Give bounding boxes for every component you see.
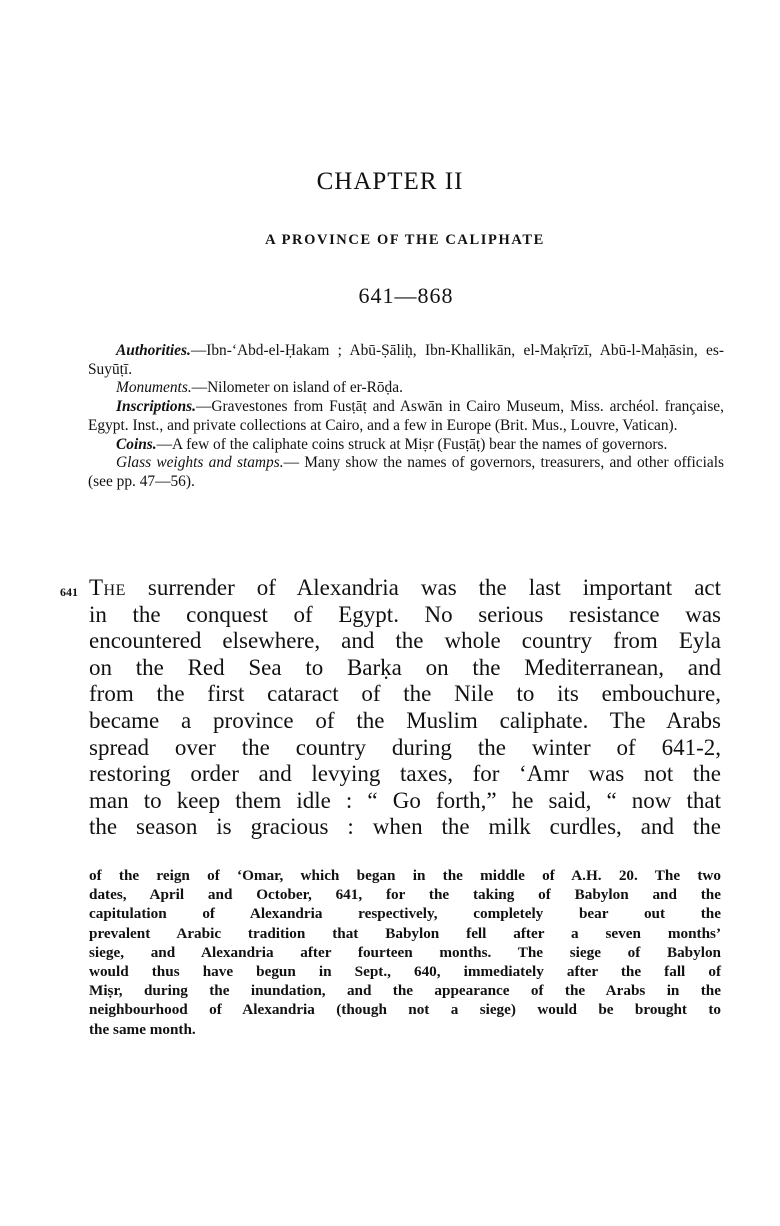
body-line: restoring order and levying taxes, for ‘Amr was not the	[89, 761, 721, 787]
body-line: became a province of the Muslim caliphate. The Arabs	[89, 707, 721, 733]
authorities-block	[88, 342, 724, 492]
body-line: man to keep them idle : “ Go forth,” he said, “ now that	[89, 787, 721, 813]
body-line: spread over the country during the winter of 641-2,	[89, 734, 721, 760]
authorities-label: Authorities.	[116, 342, 191, 359]
margin-year-note: 641	[60, 585, 78, 599]
glass-weights-text: — Many show the names of governors, treasurers, and other officials (see pp. 47—56).	[88, 454, 724, 490]
body-line	[89, 575, 721, 602]
footnote-line: of the reign of ‘Omar, which began in the middle of A.H. 20. The two	[89, 867, 721, 884]
coins-label: Coins.	[116, 435, 157, 453]
glass-weights-label: Glass weights and stamps.	[116, 454, 284, 472]
authorities-text: —Ibn-‘Abd-el-Ḥakam ; Abū-Ṣāliḥ, Ibn-Khallikān, el-Maḳrīzī, Abū-l-Maḥāsin, es-Suyūṭī.	[88, 342, 724, 378]
coins-entry	[88, 436, 724, 455]
chapter-title: CHAPTER II	[316, 168, 464, 195]
monuments-entry	[88, 379, 724, 398]
lead-word: The	[89, 575, 126, 600]
footnote-line: dates, April and October, 641, for the taking of Babylon and the	[89, 886, 721, 904]
chapter-subtitle: A PROVINCE OF THE CALIPHATE	[265, 232, 545, 248]
monuments-label: Monuments.	[116, 379, 192, 397]
body-line: on the Red Sea to Barḳa on the Mediterranean, and	[89, 654, 721, 680]
authorities-entry	[88, 342, 724, 379]
body-line: the season is gracious : when the milk curdles, and the	[89, 814, 721, 840]
body-line: from the first cataract of the Nile to its embouchure,	[89, 681, 721, 707]
footnote-line: would thus have begun in Sept., 640, immediately after the fall of	[89, 963, 721, 981]
body-line: in the conquest of Egypt. No serious resistance was	[89, 601, 721, 627]
footnote-line: Miṣr, during the inundation, and the appearance of the Arabs in the	[89, 982, 721, 1000]
footnote	[89, 866, 721, 1039]
main-paragraph	[89, 575, 721, 841]
footnote-line: neighbourhood of Alexandria (though not a siege) would be brought to	[89, 1001, 721, 1019]
date-range: 641—868	[358, 283, 454, 308]
inscriptions-entry	[88, 398, 724, 435]
inscriptions-text: —Gravestones from Fusṭāṭ and Aswān in Cairo Museum, Miss. archéol. française, Egypt. Inst., and private collections at Cairo, and a few in Europe (Brit. Mus., Louvre, Vatican).	[88, 398, 724, 434]
monuments-text: —Nilometer on island of er-Rōḍa.	[191, 379, 403, 397]
inscriptions-label: Inscriptions.	[116, 398, 196, 416]
footnote-line: siege, and Alexandria after fourteen months. The siege of Babylon	[89, 943, 721, 961]
body-line: encountered elsewhere, and the whole country from Eyla	[89, 628, 721, 654]
glass-weights-entry	[88, 454, 724, 491]
body-line-text: surrender of Alexandria was the last important act	[125, 575, 721, 600]
footnote-line: prevalent Arabic tradition that Babylon fell after a seven months’	[89, 924, 721, 942]
footnote-line: the same month.	[89, 1020, 196, 1038]
footnote-line: capitulation of Alexandria respectively, completely bear out the	[89, 905, 721, 923]
coins-text: —A few of the caliphate coins struck at Miṣr (Fusṭāṭ) bear the names of governors.	[156, 435, 668, 453]
